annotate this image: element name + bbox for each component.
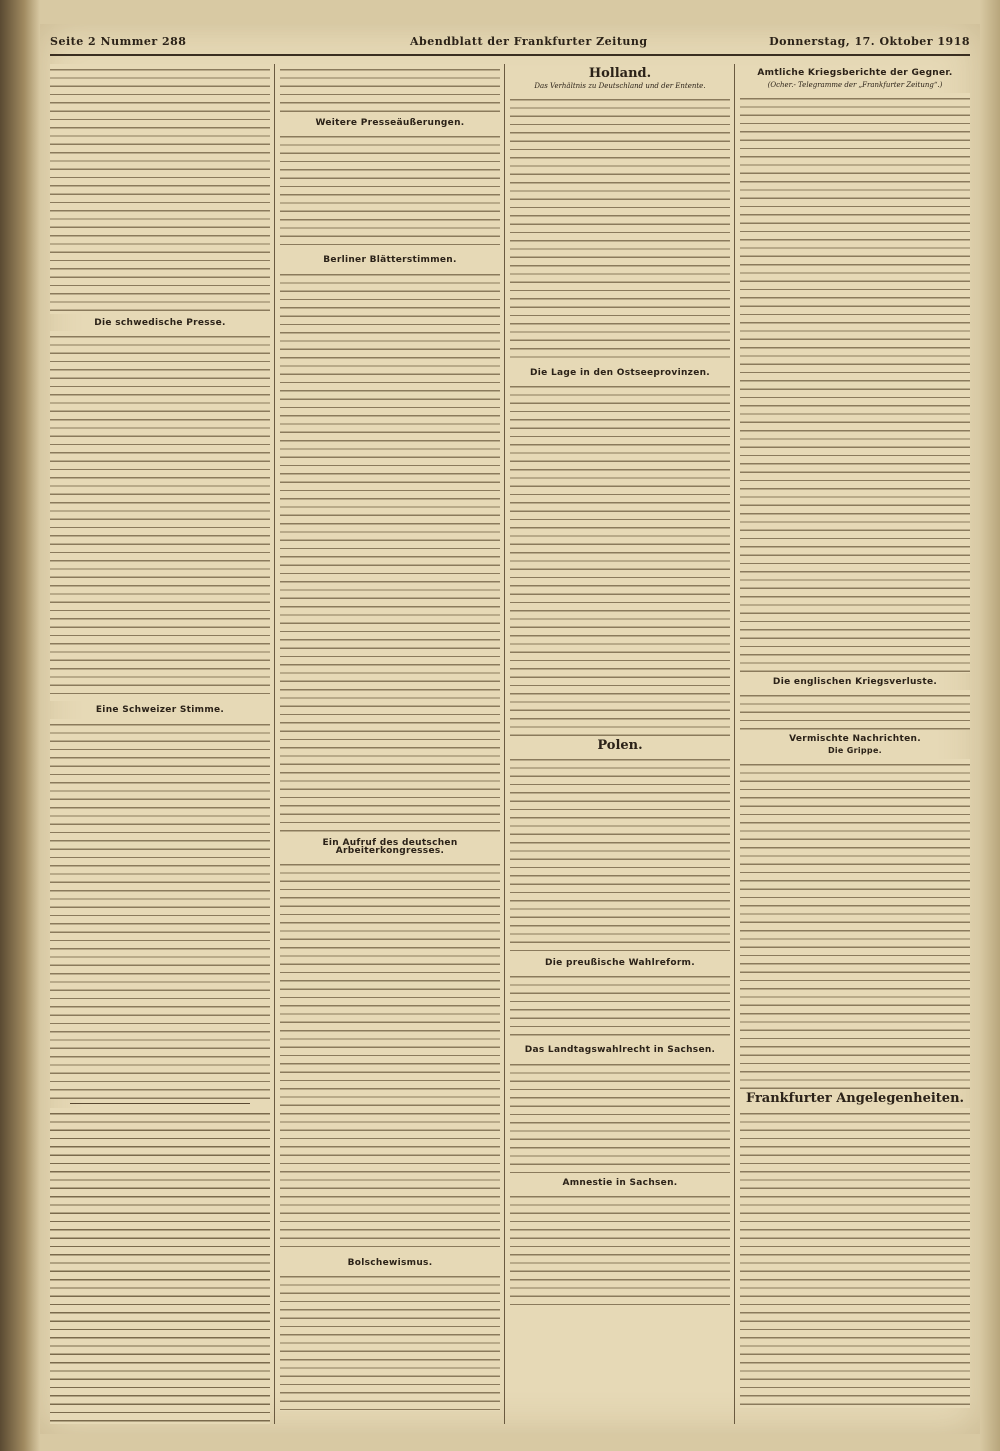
- body-text-block: [280, 269, 500, 834]
- body-text-block: [740, 759, 970, 1089]
- heading-aufruf-arbeiterkongress: Ein Aufruf des deutschen Arbeiterkongresses.: [322, 837, 458, 856]
- masthead: [50, 32, 970, 56]
- heading-berliner-blaetterstimmen: Berliner Blätterstimmen.: [323, 255, 457, 266]
- heading-polen: Polen.: [597, 737, 643, 753]
- body-text-block: [50, 64, 270, 314]
- column-4: [740, 64, 970, 1424]
- heading-amtliche-kriegsberichte: Amtliche Kriegsberichte der Gegner.: [757, 68, 953, 78]
- body-text-block: [280, 1271, 500, 1411]
- body-text-block: [50, 719, 270, 1099]
- column-2: [280, 64, 500, 1424]
- column-3: [510, 64, 730, 1424]
- column-1: [50, 64, 270, 1424]
- heading-frankfurter-angelegenheiten: Frankfurter Angelegenheiten.: [745, 1091, 965, 1107]
- body-text-block: [510, 754, 730, 954]
- body-text-block: [50, 331, 270, 701]
- heading-schwedische-presse: Die schwedische Presse.: [94, 318, 226, 328]
- subheading-holland: Das Verhältnis zu Deutschland und der Entente.: [534, 82, 706, 91]
- heading-weitere-presseaeusserungen: Weitere Presseäußerungen.: [315, 118, 465, 128]
- body-text-block: [510, 1191, 730, 1311]
- body-text-block: [280, 131, 500, 251]
- body-text-block: [280, 64, 500, 114]
- section-divider: [70, 1103, 250, 1104]
- body-text-block: [280, 859, 500, 1254]
- heading-vermischte-nachrichten: Vermischte Nachrichten.: [789, 733, 921, 744]
- heading-ostseeprovinzen: Die Lage in den Ostseeprovinzen.: [529, 367, 711, 378]
- heading-englische-kriegsverluste: Die englischen Kriegsverluste.: [772, 676, 938, 687]
- body-text-block: [510, 381, 730, 736]
- newspaper-title: Abendblatt der Frankfurter Zeitung: [410, 35, 648, 48]
- heading-bolschewismus: Bolschewismus.: [347, 1258, 433, 1269]
- body-text-block: [740, 93, 970, 673]
- column-rule: [274, 64, 275, 1424]
- body-text-block: [510, 971, 730, 1041]
- subheading-amtliche: (Ocher.- Telegramme der „Frankfurter Zeitung“.): [767, 81, 943, 90]
- body-text-block: [510, 1059, 730, 1174]
- page-number: Seite 2 Nummer 288: [50, 35, 187, 48]
- column-rule: [734, 64, 735, 1424]
- heading-preussische-wahlreform: Die preußische Wahlreform.: [545, 958, 695, 969]
- heading-grippe: Die Grippe.: [827, 746, 883, 756]
- heading-landtagswahlrecht-sachsen: Das Landtagswahlrecht in Sachsen.: [524, 1045, 716, 1056]
- heading-holland: Holland.: [588, 66, 652, 81]
- body-text-block: [740, 690, 970, 730]
- body-text-block: [740, 1108, 970, 1408]
- feuilleton-text-block: [50, 1108, 270, 1424]
- page-edge: [980, 0, 1000, 1451]
- issue-date: Donnerstag, 17. Oktober 1918: [769, 35, 970, 48]
- column-rule: [504, 64, 505, 1424]
- heading-amnestie-sachsen: Amnestie in Sachsen.: [562, 1177, 678, 1188]
- book-binding: [0, 0, 40, 1451]
- newspaper-page: [40, 24, 980, 1434]
- heading-schweizer-stimme: Eine Schweizer Stimme.: [95, 705, 225, 716]
- body-text-block: [510, 94, 730, 364]
